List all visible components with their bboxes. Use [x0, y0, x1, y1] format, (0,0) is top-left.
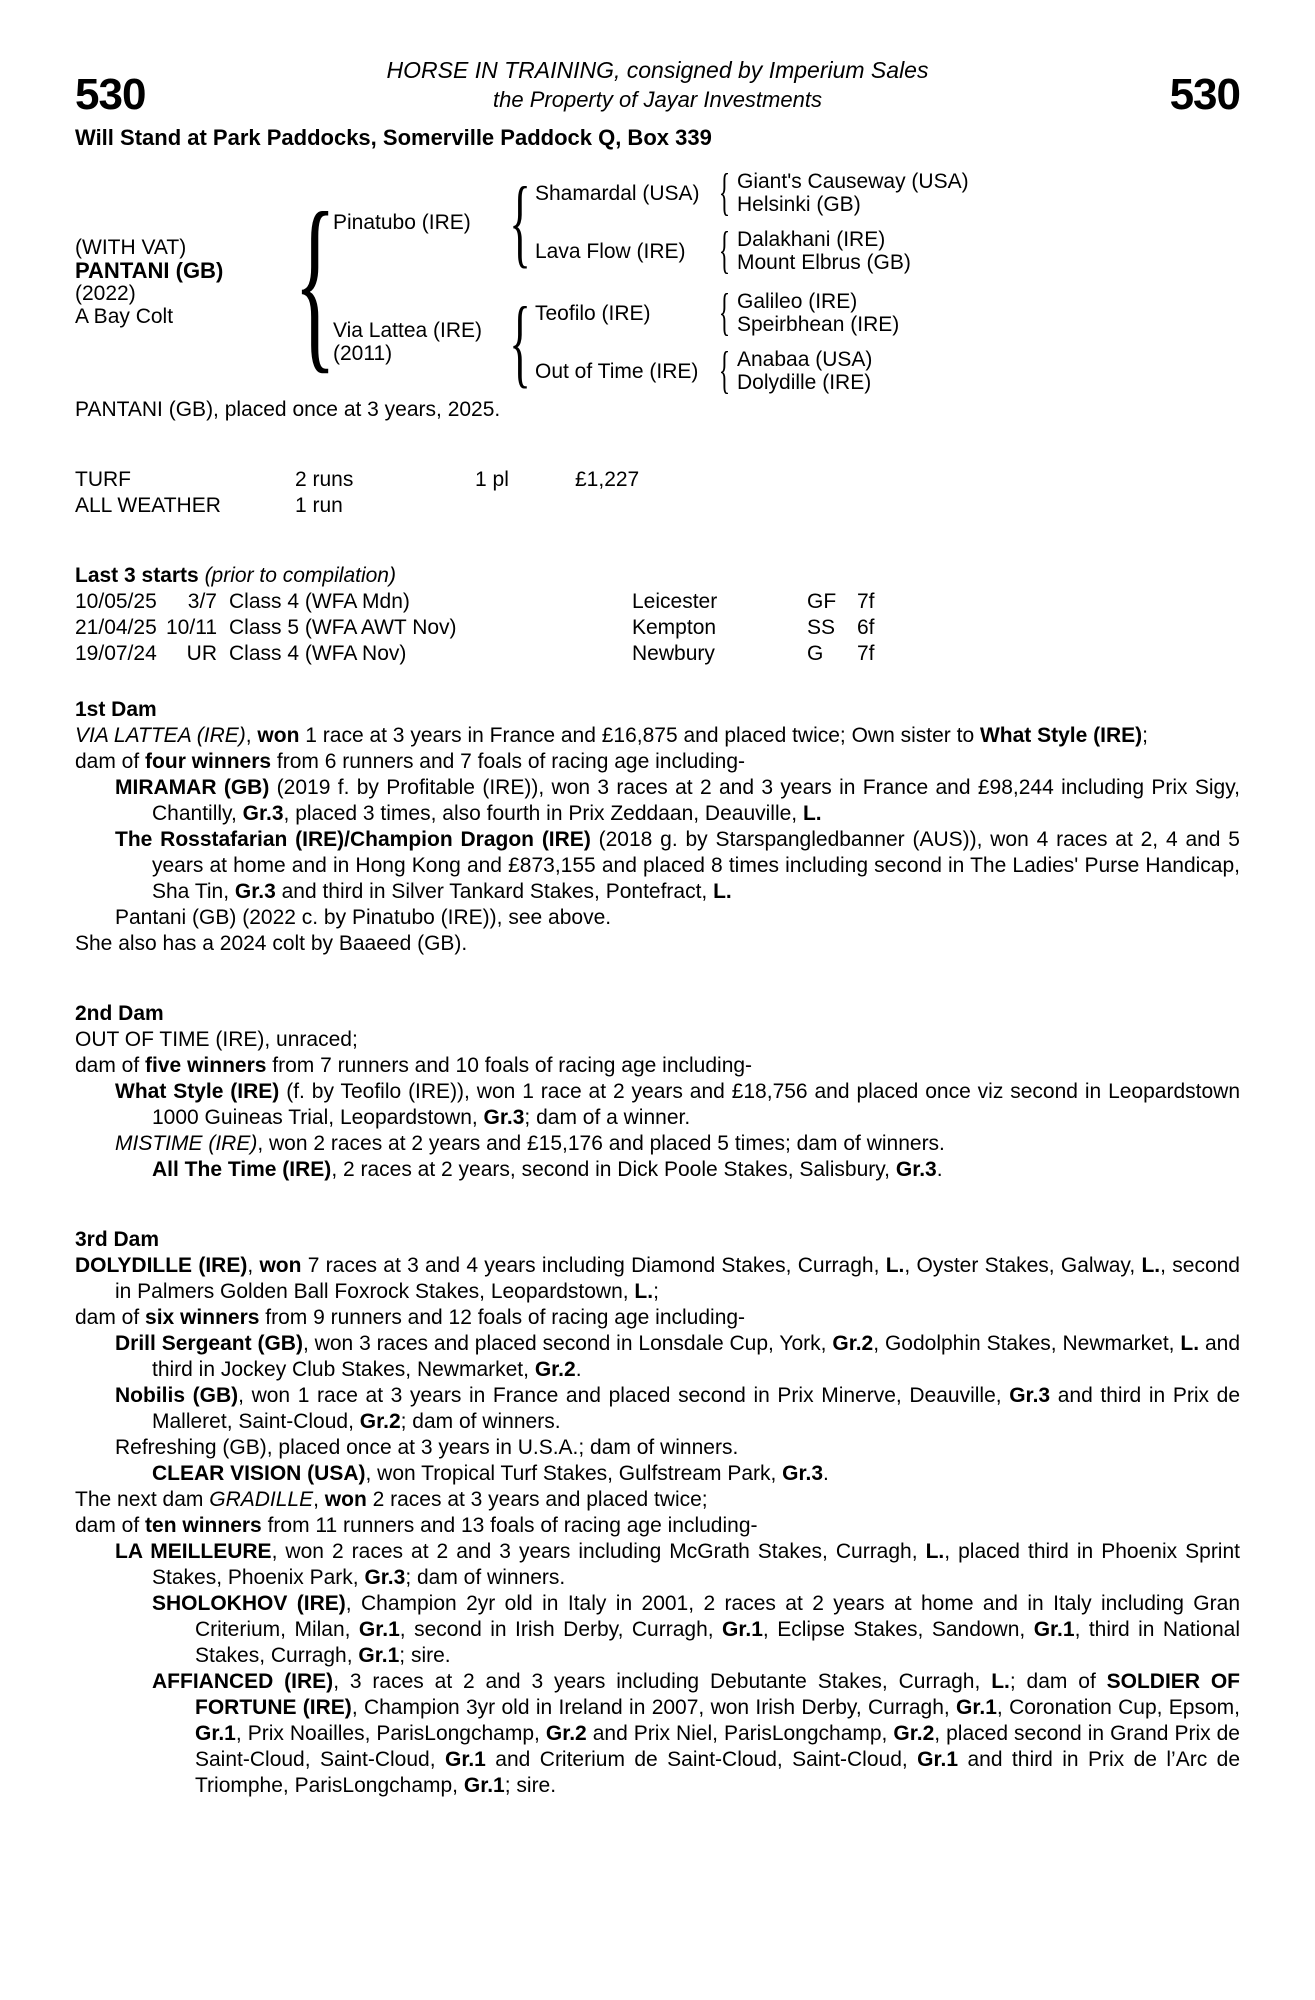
- dam1-p3: MIRAMAR (GB) (2019 f. by Profitable (IRE)), won 3 races at 2 and 3 years in France and £98,244 including Prix Sigy, Chantilly, Gr.3, placed 3 times, also fourth in Prix Zeddaan, Deauville, L.: [115, 776, 1241, 825]
- dam4-p3: LA MEILLEURE, won 2 races at 2 and 3 years including McGrath Stakes, Curragh, L., placed third in Phoenix Sprint Stakes, Phoenix Park, Gr.3; dam of winners.: [115, 1540, 1240, 1589]
- dam3-p4: Nobilis (GB), won 1 race at 3 years in France and placed second in Prix Minerve, Deauville, Gr.3 and third in Prix de Malleret, Saint-Cloud, Gr.2; dam of winners.: [115, 1384, 1240, 1433]
- start-date: 10/05/25: [75, 590, 157, 613]
- dam-year: (2011): [333, 342, 393, 365]
- start-date: 19/07/24: [75, 642, 157, 665]
- sire-sire-branch: [535, 164, 969, 221]
- pedigree-brace-icon: {: [718, 284, 730, 341]
- stats-earnings: £1,227: [575, 468, 640, 491]
- horse-name: PANTANI (GB): [75, 258, 224, 283]
- dam2-p5: All The Time (IRE), 2 races at 2 years, second in Dick Poole Stakes, Salisbury, Gr.3.: [152, 1158, 943, 1181]
- lot-number-right: 530: [1169, 70, 1240, 119]
- dam3-p1: DOLYDILLE (IRE), won 7 races at 3 and 4 years including Diamond Stakes, Curragh, L., Oyster Stakes, Galway, L., second in Palmers Golden Ball Foxrock Stakes, Leopardstown, L.;: [75, 1254, 1240, 1303]
- sire-dam-dam-name: Mount Elbrus (GB): [737, 251, 911, 274]
- dam2-p4: MISTIME (IRE), won 2 races at 2 years and £15,176 and placed 5 times; dam of winners.: [115, 1132, 945, 1155]
- dam4-p4: SHOLOKHOV (IRE), Champion 2yr old in Italy in 2001, 2 races at 2 years at home and in Italy including Gran Criterium, Milan, Gr.1, second in Irish Derby, Curragh, Gr.1, Eclipse Stakes, Sandown, Gr.1, third in National Stakes, Curragh, Gr.1; sire.: [152, 1592, 1240, 1667]
- start-course: Newbury: [632, 642, 715, 665]
- lot-number-left: 530: [75, 70, 146, 119]
- sire-dam-sire-name: Dalakhani (IRE): [737, 228, 886, 251]
- property-line: the Property of Jayar Investments: [493, 87, 822, 112]
- dam-dam-name: Out of Time (IRE): [535, 359, 699, 383]
- last-starts-title: Last 3 starts: [75, 564, 199, 587]
- dam-sire-sire-name: Galileo (IRE): [737, 290, 858, 313]
- dam-sire-dam-name: Speirbhean (IRE): [737, 313, 900, 336]
- dam4-p1: The next dam GRADILLE, won 2 races at 3 years and placed twice;: [75, 1488, 708, 1511]
- dam-sire-branch: [535, 284, 900, 341]
- dam3-heading: 3rd Dam: [75, 1228, 160, 1251]
- pedigree-brace-icon: {: [718, 222, 730, 279]
- sire-dam-name: Lava Flow (IRE): [535, 239, 686, 263]
- dam3-p5: Refreshing (GB), placed once at 3 years in U.S.A.; dam of winners.: [115, 1436, 739, 1459]
- start-going: GF: [807, 590, 837, 613]
- stats-earnings: [575, 493, 1240, 519]
- sire-dam-branch: [535, 222, 969, 279]
- pedigree-brace-icon: {: [509, 166, 531, 277]
- section-2nd-dam: [75, 1001, 1240, 1183]
- dam3-p6: CLEAR VISION (USA), won Tropical Turf Stakes, Gulfstream Park, Gr.3.: [152, 1462, 829, 1485]
- pedigree-brace-icon: {: [718, 164, 730, 221]
- pedigree-horse-block: [75, 236, 297, 328]
- start-going: G: [807, 642, 824, 665]
- start-race: Class 4 (WFA Mdn): [229, 590, 410, 613]
- dam1-heading: 1st Dam: [75, 698, 157, 721]
- stats-runs: 2 runs: [295, 468, 354, 491]
- consignment-line: HORSE IN TRAINING, consigned by Imperium Sales: [386, 57, 929, 83]
- dam2-heading: 2nd Dam: [75, 1002, 164, 1025]
- vat-note: (WITH VAT): [75, 236, 187, 259]
- last-starts-heading: [75, 563, 1240, 589]
- stats-surface: TURF: [75, 468, 131, 491]
- start-distance: 7f: [857, 642, 875, 665]
- dam-dam-dam-name: Dolydille (IRE): [737, 371, 872, 394]
- last-starts-table: [75, 589, 1240, 667]
- pedigree-brace-icon: {: [293, 173, 337, 390]
- start-race: Class 5 (WFA AWT Nov): [229, 616, 457, 639]
- dam-sire-name: Teofilo (IRE): [535, 301, 651, 325]
- pedigree-table: [75, 164, 1240, 399]
- start-distance: 7f: [857, 590, 875, 613]
- dam-dam-branch: [535, 342, 899, 399]
- start-distance: 6f: [857, 616, 875, 639]
- sire-sire-dam-name: Helsinki (GB): [737, 193, 861, 216]
- dam4-p2: dam of ten winners from 11 runners and 13 foals of racing age including-: [75, 1514, 758, 1537]
- dam2-p1: OUT OF TIME (IRE), unraced;: [75, 1028, 358, 1051]
- stats-places: [475, 493, 575, 519]
- dam3-p2: dam of six winners from 9 runners and 12 foals of racing age including-: [75, 1306, 746, 1329]
- dam-dam-sire-name: Anabaa (USA): [737, 348, 873, 371]
- start-course: Leicester: [632, 590, 718, 613]
- race-stats-table: [75, 467, 1240, 519]
- start-position: UR: [186, 642, 217, 665]
- section-3rd-dam: [75, 1227, 1240, 1487]
- dam-branch: [333, 284, 969, 399]
- start-date: 21/04/25: [75, 616, 157, 639]
- dam1-p5: Pantani (GB) (2022 c. by Pinatubo (IRE)), see above.: [115, 906, 612, 929]
- sire-branch: [333, 164, 969, 279]
- last-starts-subtitle: (prior to compilation): [198, 564, 396, 587]
- dam3-p3: Drill Sergeant (GB), won 3 races and placed second in Lonsdale Cup, York, Gr.2, Godolphin Stakes, Newmarket, L. and third in Jockey Club Stakes, Newmarket, Gr.2.: [115, 1332, 1240, 1381]
- pedigree-brace-icon: {: [718, 342, 730, 399]
- dam-name-block: [333, 319, 505, 365]
- section-next-dam: [75, 1487, 1240, 1799]
- dam-name: Via Lattea (IRE): [333, 319, 483, 342]
- stand-location-line: Will Stand at Park Paddocks, Somerville Paddock Q, Box 339: [75, 125, 712, 150]
- start-going: SS: [807, 616, 836, 639]
- dam1-p2: dam of four winners from 6 runners and 7 foals of racing age including-: [75, 750, 745, 773]
- start-course: Kempton: [632, 616, 717, 639]
- sire-sire-sire-name: Giant's Causeway (USA): [737, 170, 969, 193]
- dam2-p2: dam of five winners from 7 runners and 10 foals of racing age including-: [75, 1054, 753, 1077]
- section-1st-dam: [75, 697, 1240, 957]
- stats-places: 1 pl: [475, 468, 509, 491]
- pedigree-brace-icon: {: [509, 286, 531, 397]
- stats-surface: ALL WEATHER: [75, 494, 221, 517]
- foal-year: (2022): [75, 282, 136, 305]
- dam4-p5: AFFIANCED (IRE), 3 races at 2 and 3 years including Debutante Stakes, Curragh, L.; dam of SOLDIER OF FORTUNE (IRE), Champion 3yr old in Ireland in 2007, won Irish Derby, Curragh, Gr.1, Coronation Cup, Epsom, Gr.1, Prix Noailles, ParisLongchamp, Gr.2 and Prix Niel, ParisLongchamp, Gr.2, placed second in Grand Prix de Saint-Cloud, Saint-Cloud, Gr.1 and Criterium de Saint-Cloud, Saint-Cloud, Gr.1 and third in Prix de l’Arc de Triomphe, ParisLongchamp, Gr.1; sire.: [152, 1670, 1241, 1797]
- dam1-p6: She also has a 2024 colt by Baaeed (GB).: [75, 932, 468, 955]
- dam1-p4: The Rosstafarian (IRE)/Champion Dragon (IRE) (2018 g. by Starspangledbanner (AUS)), won 4 races at 2, 4 and 5 years at home and in Hong Kong and £873,155 and placed 8 times including second in The Ladies' Purse Handicap, Sha Tin, Gr.3 and third in Silver Tankard Stakes, Pontefract, L.: [115, 828, 1240, 903]
- page-header: [75, 55, 1240, 119]
- header-center: [205, 55, 1110, 115]
- start-position: 10/11: [166, 616, 217, 639]
- start-position: 3/7: [187, 590, 217, 613]
- dam2-p3: What Style (IRE) (f. by Teofilo (IRE)), won 1 race at 2 years and £18,756 and placed once viz second in Leopardstown 1000 Guineas Trial, Leopardstown, Gr.3; dam of a winner.: [115, 1080, 1240, 1129]
- race-record-summary: PANTANI (GB), placed once at 3 years, 2025.: [75, 398, 501, 421]
- stats-runs: 1 run: [295, 494, 343, 517]
- colour-sex: A Bay Colt: [75, 305, 174, 328]
- start-race: Class 4 (WFA Nov): [229, 642, 407, 665]
- sire-name: Pinatubo (IRE): [333, 210, 471, 234]
- sire-sire-name: Shamardal (USA): [535, 181, 700, 205]
- dam1-p1: VIA LATTEA (IRE), won 1 race at 3 years in France and £16,875 and placed twice; Own sister to What Style (IRE);: [75, 724, 1148, 747]
- pedigree-parents: [333, 164, 969, 399]
